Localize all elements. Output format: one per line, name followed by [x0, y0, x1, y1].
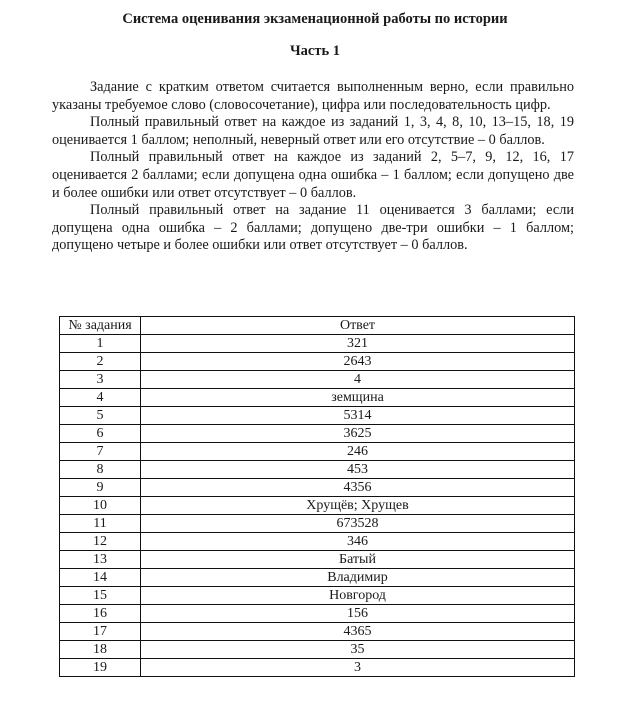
answer-cell: 453 [141, 461, 575, 479]
answer-cell: 35 [141, 641, 575, 659]
answer-cell: 4356 [141, 479, 575, 497]
task-number-cell: 4 [60, 389, 141, 407]
task-number-cell: 17 [60, 623, 141, 641]
answer-cell: Хрущёв; Хрущев [141, 497, 575, 515]
answer-cell: земщина [141, 389, 575, 407]
task-number-cell: 3 [60, 371, 141, 389]
table-row [60, 479, 575, 497]
header-answer: Ответ [141, 317, 575, 335]
task-number-cell: 12 [60, 533, 141, 551]
table-row [60, 443, 575, 461]
answer-cell: 346 [141, 533, 575, 551]
task-number-cell: 19 [60, 659, 141, 677]
answer-cell: 5314 [141, 407, 575, 425]
table-row [60, 641, 575, 659]
table-row [60, 551, 575, 569]
answer-cell: 2643 [141, 353, 575, 371]
task-number-cell: 13 [60, 551, 141, 569]
answer-cell: 321 [141, 335, 575, 353]
table-row [60, 461, 575, 479]
document-title: Система оценивания экзаменационной работы по истории [122, 11, 508, 27]
task-number-cell: 10 [60, 497, 141, 515]
answer-cell: 4365 [141, 623, 575, 641]
paragraph-short-answer: Задание с кратким ответом считается выполненным верно, если правильно указаны требуемое слово (словосочетание), цифра или последовательность цифр. [52, 79, 574, 113]
table-row [60, 569, 575, 587]
scoring-rules [52, 79, 574, 255]
table-row [60, 623, 575, 641]
part-heading: Часть 1 [290, 43, 340, 59]
task-number-cell: 2 [60, 353, 141, 371]
task-number-cell: 6 [60, 425, 141, 443]
answer-cell: Новгород [141, 587, 575, 605]
table-row [60, 587, 575, 605]
table-row [60, 425, 575, 443]
table-row [60, 497, 575, 515]
paragraph-2-points: Полный правильный ответ на каждое из заданий 2, 5–7, 9, 12, 16, 17 оценивается 2 баллами; если допущена одна ошибка – 1 баллом; если допущено две и более ошибки или ответ отсутствует – 0 баллов. [52, 149, 574, 201]
task-number-cell: 9 [60, 479, 141, 497]
answer-cell: 3 [141, 659, 575, 677]
table-row [60, 353, 575, 371]
answer-cell: 3625 [141, 425, 575, 443]
table-row [60, 659, 575, 677]
answers-table [59, 316, 575, 677]
answer-cell: 246 [141, 443, 575, 461]
task-number-cell: 5 [60, 407, 141, 425]
table-row [60, 389, 575, 407]
task-number-cell: 16 [60, 605, 141, 623]
task-number-cell: 7 [60, 443, 141, 461]
task-number-cell: 18 [60, 641, 141, 659]
task-number-cell: 1 [60, 335, 141, 353]
table-row [60, 335, 575, 353]
table-row [60, 605, 575, 623]
header-task-number: № задания [60, 317, 141, 335]
paragraph-1-point: Полный правильный ответ на каждое из заданий 1, 3, 4, 8, 10, 13–15, 18, 19 оценивается 1 баллом; неполный, неверный ответ или его отсутствие – 0 баллов. [52, 114, 574, 148]
table-row [60, 407, 575, 425]
paragraph-3-points: Полный правильный ответ на задание 11 оценивается 3 баллами; если допущена одна ошибка – 2 баллами; допущено две-три ошибки – 1 баллом; допущено четыре и более ошибки или ответ отсутствует – 0 баллов. [52, 202, 574, 254]
answer-cell: 673528 [141, 515, 575, 533]
answer-cell: Владимир [141, 569, 575, 587]
table-row [60, 515, 575, 533]
task-number-cell: 11 [60, 515, 141, 533]
table-header-row [60, 317, 575, 335]
task-number-cell: 14 [60, 569, 141, 587]
answer-cell: Батый [141, 551, 575, 569]
task-number-cell: 8 [60, 461, 141, 479]
task-number-cell: 15 [60, 587, 141, 605]
table-row [60, 371, 575, 389]
table-row [60, 533, 575, 551]
answer-cell: 156 [141, 605, 575, 623]
answer-cell: 4 [141, 371, 575, 389]
